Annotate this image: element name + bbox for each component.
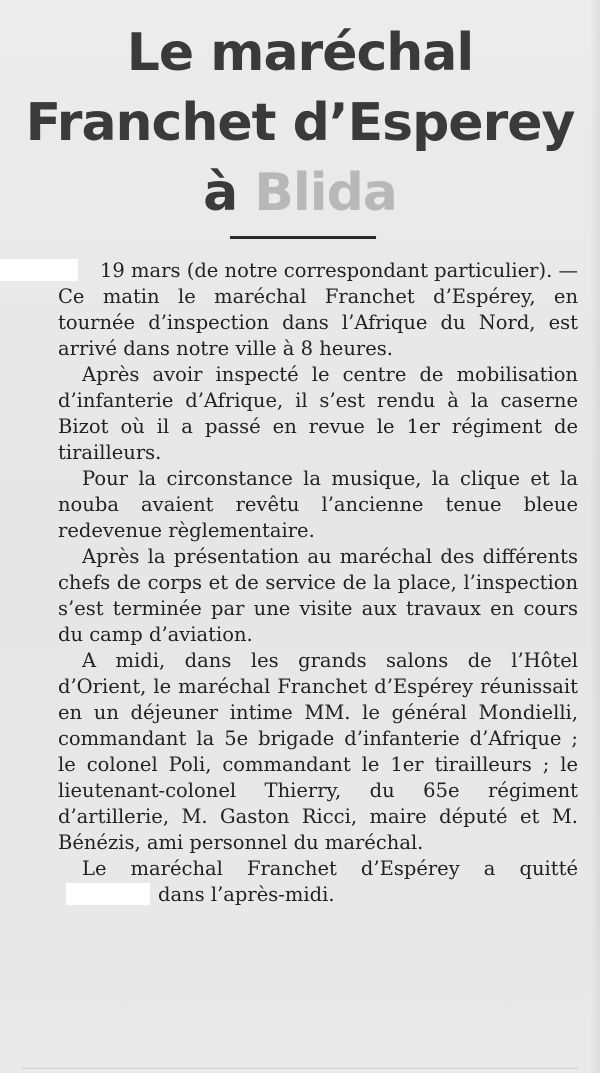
article-body (58, 258, 578, 908)
paragraph-2: Après avoir inspecté le centre de mobilisation d’infanterie d’Afrique, il s’est rendu à la caserne Bizot où il a passé en revue le 1er régiment de tirailleurs. (58, 363, 578, 464)
paragraph-4: Après la présentation au maréchal des différents chefs de corps et de service de la place, l’inspection s’est terminée par une visite aux travaux en cours du camp d’aviation. (58, 545, 578, 646)
headline-line-1: Le maréchal (126, 23, 474, 83)
page-edge-shadow (590, 0, 600, 1073)
paragraph-6 (58, 856, 578, 908)
cropped-top-edge (0, 0, 600, 16)
headline-word-blida: Blida (254, 163, 397, 223)
paragraph-6-start: Le maréchal Franchet d’Espérey a quitté (82, 857, 578, 880)
headline-word-a: à (203, 163, 238, 223)
redacted-place-name (0, 259, 78, 281)
headline-divider (230, 236, 376, 239)
article-headline (0, 18, 600, 228)
redacted-place-name-2 (66, 883, 150, 905)
paragraph-6-end: dans l’après-midi. (158, 883, 335, 906)
paragraph-1-text: 19 mars (de notre correspondant particulier). — Ce matin le maréchal Franchet d’Espérey, en tournée d’inspection dans l’Afrique du Nord, est arrivé dans notre ville à 8 heures. (58, 259, 578, 360)
paragraph-5: A midi, dans les grands salons de l’Hôtel d’Orient, le maréchal Franchet d’Espérey réunissait en un déjeuner intime MM. le général Mondielli, commandant la 5e brigade d’infanterie d’Afrique ; le colonel Poli, commandant le 1er tirailleurs ; le lieutenant-colonel Thierry, du 65e régiment d’artillerie, M. Gaston Ricci, maire député et M. Bénézis, ami personnel du maréchal. (58, 649, 578, 854)
headline-line-3 (0, 158, 600, 228)
paragraph-1 (58, 258, 578, 362)
paragraph-3: Pour la circonstance la musique, la clique et la nouba avaient revêtu l’ancienne tenue bleue redevenue règlementaire. (58, 467, 578, 542)
headline-line-2: Franchet d’Esperey (25, 93, 575, 153)
bottom-edge-line (22, 1068, 578, 1069)
